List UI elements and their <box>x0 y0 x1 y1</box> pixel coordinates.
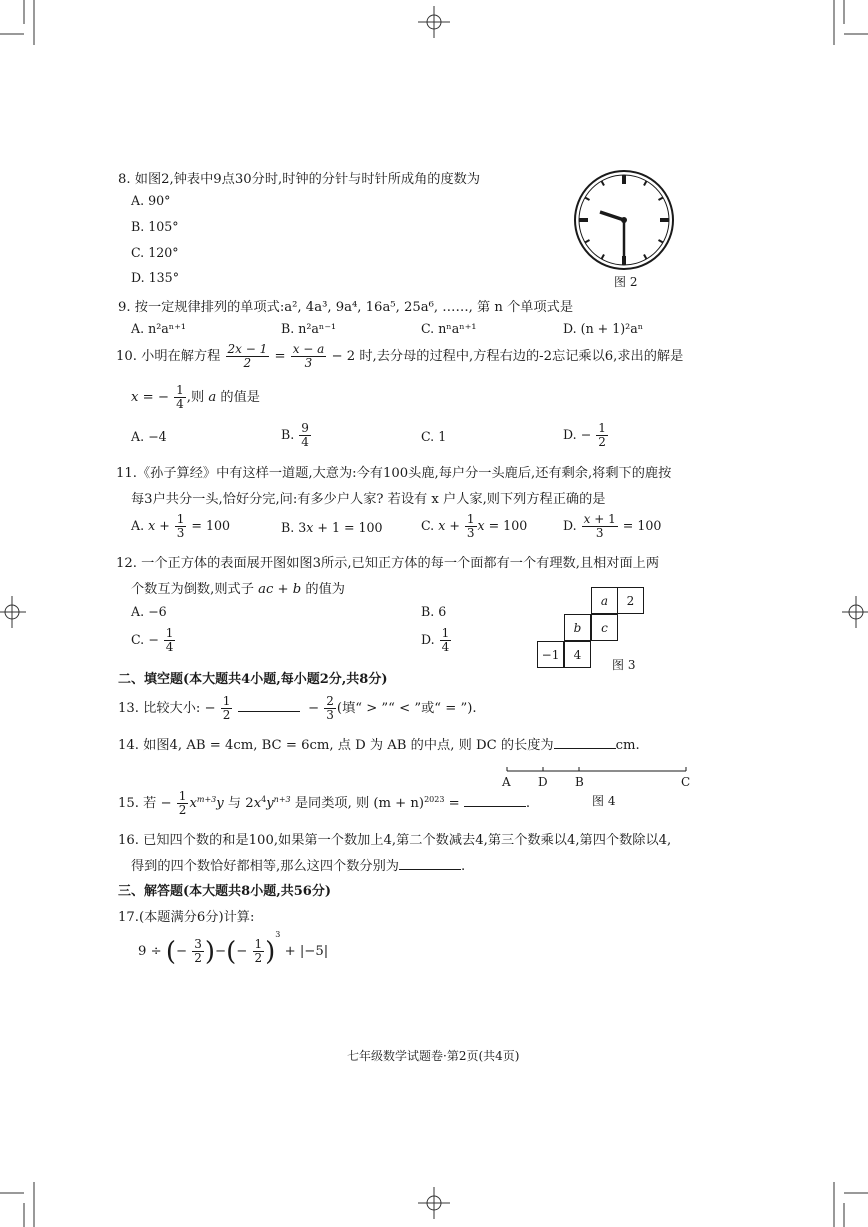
q16-answer-blank[interactable] <box>399 868 461 870</box>
q16-line-2: 得到的四个数恰好都相等,那么这四个数分别为 . <box>131 859 466 874</box>
q11-line-2: 每3户共分一头,恰好分完,问:有多少户人家? 若设有 x 户人家,则下列方程正确的是 <box>131 492 606 507</box>
q12-option-b[interactable]: B. 6 <box>421 604 447 619</box>
q12-line-2: 个数互为倒数,则式子 ac + b 的值为 <box>131 582 345 597</box>
page-footer: 七年级数学试题卷·第2页(共4页) <box>347 1049 520 1063</box>
q8-option-b[interactable]: B. 105° <box>131 219 179 234</box>
question-15: 15. 若 − $\frac{1}{2}$ $x^{m+3}y$ 与 $2x^4y^{n+3}$ 是同类项, 则 $(m + n)^{2023}$ = . <box>118 789 531 818</box>
question-16: 16. 已知四个数的和是100,如果第一个数加上4,第二个数减去4,第三个数乘以4,第四个数除以4, <box>118 833 672 848</box>
question-13: 13. 比较大小: − $\frac{1}{2}$ − $\frac{2}{3}$ (填“ > ”“ < ”或“ = ”). <box>118 694 477 723</box>
q9-option-d[interactable]: D. (n + 1)²aⁿ <box>563 321 644 336</box>
q11-option-c[interactable]: C. x + $\frac{1}{3}$ x = 100 <box>421 512 528 541</box>
net-cell-a: a <box>591 587 618 614</box>
q8-option-c[interactable]: C. 120° <box>131 245 179 260</box>
net-cell-c: c <box>591 614 618 641</box>
q12-option-c[interactable]: C. − $\frac{1}{4}$ <box>131 626 174 655</box>
q8-option-a[interactable]: A. 90° <box>131 193 171 208</box>
point-a-label: A <box>502 775 511 789</box>
q9-option-c[interactable]: C. nⁿaⁿ⁺¹ <box>421 321 477 336</box>
q12-option-a[interactable]: A. −6 <box>131 604 167 619</box>
net-cell-neg1: −1 <box>537 641 564 668</box>
question-17: 17.(本题满分6分)计算: <box>118 910 255 925</box>
q13-answer-blank[interactable] <box>238 710 300 712</box>
net-cell-b: b <box>564 614 591 641</box>
q10-equation-fraction-right: $\frac{x - a}{3}$ <box>292 342 325 371</box>
q10-option-a[interactable]: A. −4 <box>131 429 167 444</box>
q11-option-d[interactable]: D. $\frac{x + 1}{3}$ = 100 <box>563 512 662 541</box>
clock-figure <box>572 168 676 272</box>
question-11: 11.《孙子算经》中有这样一道题,大意为:今有100头鹿,每户分一头鹿后,还有剩余,将剩下的鹿按 <box>116 466 672 481</box>
question-10: 10. 小明在解方程 $\frac{2x - 1}{2}$ = $\frac{x - a}{3}$ − 2 时,去分母的过程中,方程右边的-2忘记乘以6,求出的解是 <box>116 342 684 371</box>
figure-2-caption: 图 2 <box>614 275 638 289</box>
q15-answer-blank[interactable] <box>464 805 526 807</box>
point-d-label: D <box>538 775 548 789</box>
q8-option-d[interactable]: D. 135° <box>131 270 179 285</box>
figure-3-caption: 图 3 <box>612 658 636 672</box>
q9-option-a[interactable]: A. n²aⁿ⁺¹ <box>131 321 186 336</box>
question-12: 12. 一个正方体的表面展开图如图3所示,已知正方体的每一个面都有一个有理数,且相对面上两 <box>116 556 660 571</box>
section-2-heading: 二、填空题(本大题共4小题,每小题2分,共8分) <box>118 672 388 687</box>
q17-expression: 9 ÷ (− $\frac{3}{2}$ )−(− $\frac{1}{2}$ )$^3$ + |−5| <box>138 930 329 967</box>
net-cell-2: 2 <box>617 587 644 614</box>
q11-option-b[interactable]: B. 3x + 1 = 100 <box>281 520 383 535</box>
question-14: 14. 如图4, AB = 4cm, BC = 6cm, 点 D 为 AB 的中点, 则 DC 的长度为 cm. <box>118 738 640 753</box>
point-b-label: B <box>575 775 584 789</box>
q10-suffix: 时,去分母的过程中,方程右边的-2忘记乘以6,求出的解是 <box>359 349 684 365</box>
segment-figure <box>500 762 692 790</box>
q12-option-d[interactable]: D. $\frac{1}{4}$ <box>421 626 450 655</box>
question-8: 8. 如图2,钟表中9点30分时,时钟的分针与时针所成角的度数为 <box>118 172 481 187</box>
figure-4-caption: 图 4 <box>592 794 616 808</box>
q10-equation-fraction-left: $\frac{2x - 1}{2}$ <box>227 342 268 371</box>
q10-line-2: x = − $\frac{1}{4}$ ,则 a 的值是 <box>131 383 260 412</box>
point-c-label: C <box>681 775 691 789</box>
q11-option-a[interactable]: A. x + $\frac{1}{3}$ = 100 <box>131 512 231 541</box>
q10-option-b[interactable]: B. $\frac{9}{4}$ <box>281 421 309 450</box>
q10-option-c[interactable]: C. 1 <box>421 429 447 444</box>
question-9: 9. 按一定规律排列的单项式:a², 4a³, 9a⁴, 16a⁵, 25a⁶, ……, 第 n 个单项式是 <box>118 300 574 315</box>
q10-option-d[interactable]: D. − $\frac{1}{2}$ <box>563 421 606 450</box>
q14-answer-blank[interactable] <box>554 747 616 749</box>
section-3-heading: 三、解答题(本大题共8小题,共56分) <box>118 884 331 899</box>
q9-option-b[interactable]: B. n²aⁿ⁻¹ <box>281 321 337 336</box>
q10-prefix: 10. 小明在解方程 <box>116 349 221 365</box>
net-cell-4: 4 <box>564 641 591 668</box>
